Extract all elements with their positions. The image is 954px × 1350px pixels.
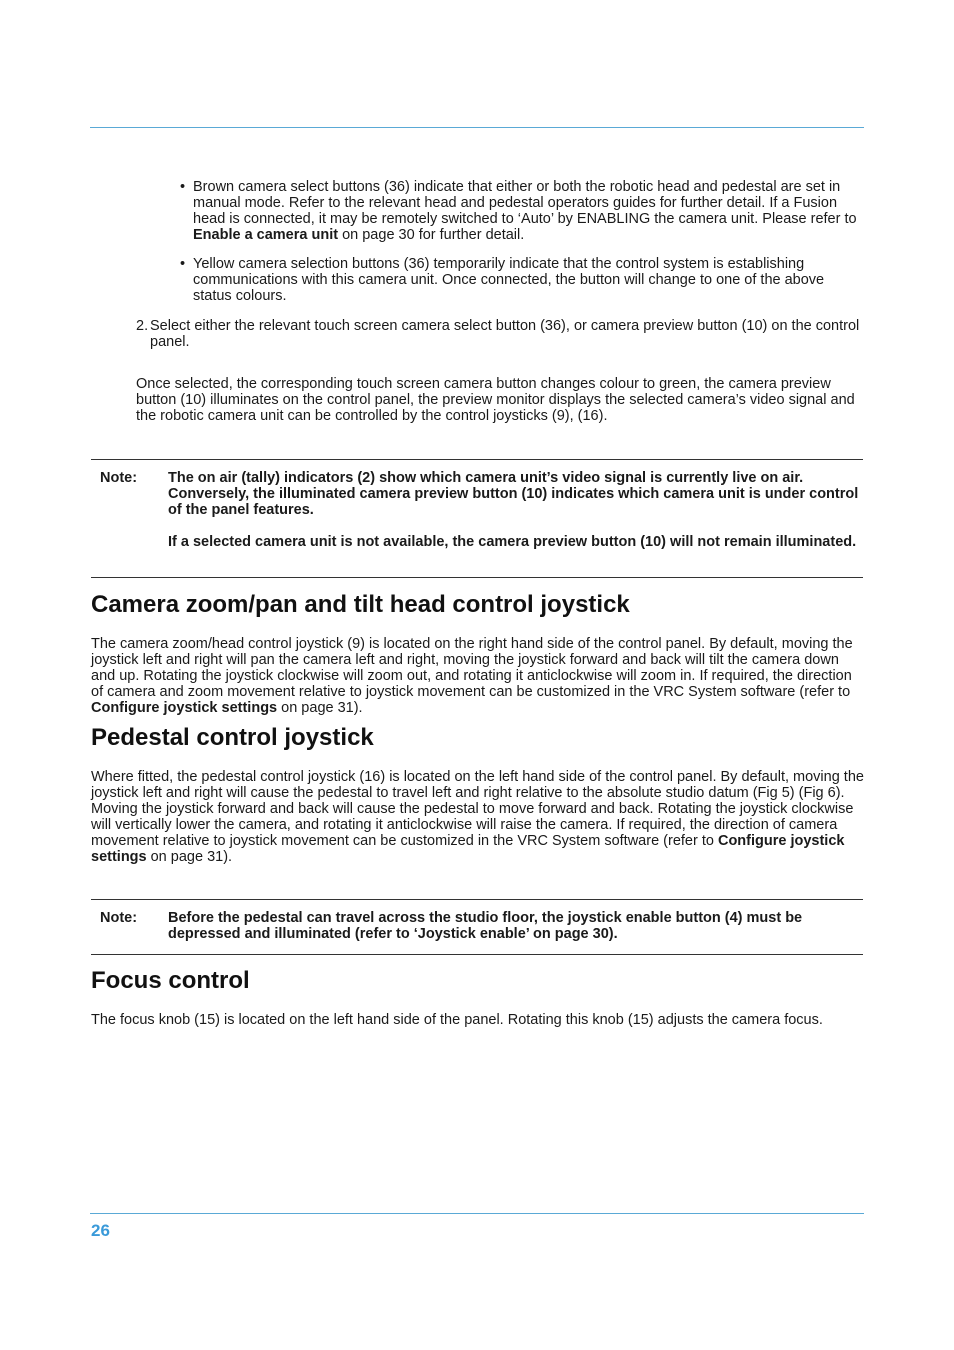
pedestal-joystick-paragraph: [91, 769, 864, 865]
paragraph-bold-ref: Configure joystick settings: [91, 833, 845, 865]
header-rule: [90, 127, 864, 128]
step-number: 2.: [136, 318, 149, 334]
focus-paragraph: The focus knob (15) is located on the left hand side of the panel. Rotating this knob (15) adjusts the camera focus.: [91, 1012, 823, 1028]
camera-joystick-paragraph: [91, 636, 864, 716]
heading-focus-control: Focus control: [91, 967, 250, 994]
heading-camera-joystick: Camera zoom/pan and tilt head control joystick: [91, 591, 630, 618]
bullet-yellow-buttons: [180, 256, 864, 304]
note-label: Note:: [100, 910, 138, 926]
bullet-link-bold: Enable a camera unit: [193, 227, 339, 243]
bullet-marker: •: [180, 179, 186, 195]
note-label: Note:: [100, 470, 138, 486]
step-text: Select either the relevant touch screen camera select button (36), or camera preview button (10) on the control panel.: [150, 318, 860, 350]
bullet-text: Yellow camera selection buttons (36) temporarily indicate that the control system is establishing communications with this camera unit. Once connected, the button will change to one of the above status colours.: [193, 256, 825, 304]
page-number: 26: [91, 1221, 110, 1240]
note-text: The on air (tally) indicators (2) show which camera unit’s video signal is currently live on air. Conversely, the illuminated camera preview button (10) indicates which camera unit is under control of the panel features.: [168, 470, 859, 518]
step-2: [136, 318, 864, 350]
bullet-marker: •: [180, 256, 186, 272]
paragraph-text: The camera zoom/head control joystick (9) is located on the right hand side of the control panel. By default, moving the joystick left and right will pan the camera left and right, moving the joystick forward and back will tilt the camera down and up. Rotating the joystick clockwise will zoom out, and rotating it anticlockwise will zoom in. If required, the direction of camera and zoom movement relative to joystick movement can be customized in the VRC System software (refer to: [91, 636, 853, 700]
note-text-2: If a selected camera unit is not available, the camera preview button (10) will not remain illuminated.: [168, 534, 857, 550]
paragraph-text-after: on page 31).: [277, 700, 363, 716]
paragraph-text-after: on page 31).: [146, 849, 233, 865]
bullet-text-after: on page 30 for further detail.: [338, 227, 525, 243]
note-text: Before the pedestal can travel across the studio floor, the joystick enable button (4) must be depressed and illuminated (refer to ‘Joystick enable’ on page 30).: [168, 910, 803, 942]
note-box-tally: [91, 459, 863, 578]
paragraph-text: Where fitted, the pedestal control joystick (16) is located on the left hand side of the control panel. By default, moving the joystick left and right will cause the pedestal to travel left and right relative to the absolute studio datum (Fig 5) (Fig 6). Moving the joystick forward and back will cause the pedestal to move forward and back. Rotating the joystick clockwise will vertically lower the camera, and rotating it anticlockwise will raise the camera. If required, the direction of camera movement relative to joystick movement can be customized in the VRC System software (refer to: [91, 769, 864, 849]
selected-paragraph: Once selected, the corresponding touch screen camera button changes colour to green, the camera preview button (10) illuminates on the control panel, the preview monitor displays the selected camera’s video signal and the robotic camera unit can be controlled by the control joysticks (9), (16).: [136, 376, 855, 424]
footer-rule: [90, 1213, 864, 1214]
heading-pedestal-joystick: Pedestal control joystick: [91, 724, 374, 751]
bullet-text: Brown camera select buttons (36) indicate that either or both the robotic head and pedestal are set in manual mode. Refer to the relevant head and pedestal operators guides for further detail. If a Fusion head is connected, it may be remotely switched to ‘Auto’ by ENABLING the camera unit. Please refer to: [193, 179, 857, 227]
paragraph-bold-ref: Configure joystick settings: [91, 700, 278, 716]
note-box-pedestal: [91, 899, 863, 955]
bullet-brown-buttons: [180, 179, 864, 243]
